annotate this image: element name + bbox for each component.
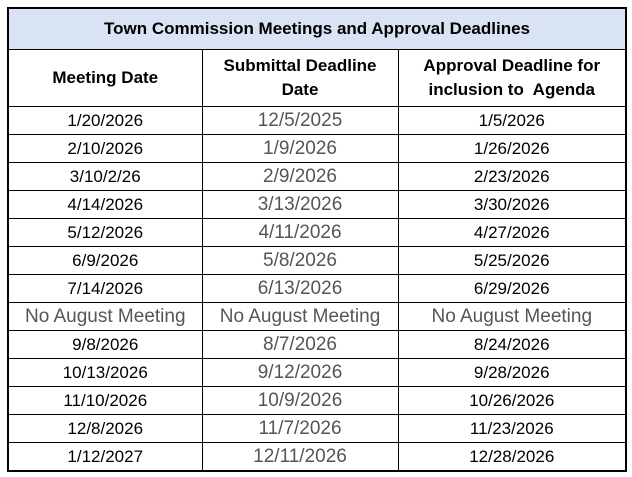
table-row: [8, 191, 626, 219]
meetings-table-sheet: [7, 7, 625, 472]
header-meeting-date: [8, 50, 202, 107]
meeting-date-cell: 1/12/2027: [8, 443, 202, 472]
submittal-deadline-cell: 4/11/2026: [202, 219, 398, 247]
header-approval-deadline-line2: inclusion to Agenda: [428, 80, 596, 99]
meeting-date-cell: 3/10/2/26: [8, 163, 202, 191]
header-submittal-deadline-line2: Date: [281, 80, 319, 99]
approval-deadline-cell: No August Meeting: [398, 303, 626, 331]
approval-deadline-cell: 6/29/2026: [398, 275, 626, 303]
approval-deadline-cell: 9/28/2026: [398, 359, 626, 387]
approval-deadline-cell: 5/25/2026: [398, 247, 626, 275]
submittal-deadline-cell: 8/7/2026: [202, 331, 398, 359]
meetings-table: [7, 7, 627, 472]
meeting-date-cell: 5/12/2026: [8, 219, 202, 247]
approval-deadline-cell: 2/23/2026: [398, 163, 626, 191]
table-row: [8, 387, 626, 415]
table-row: [8, 275, 626, 303]
meeting-date-cell: 4/14/2026: [8, 191, 202, 219]
meeting-date-cell: 12/8/2026: [8, 415, 202, 443]
table-header-row: [8, 50, 626, 107]
table-row: [8, 219, 626, 247]
submittal-deadline-cell: 2/9/2026: [202, 163, 398, 191]
table-row: [8, 135, 626, 163]
meeting-date-cell: 10/13/2026: [8, 359, 202, 387]
approval-deadline-cell: 12/28/2026: [398, 443, 626, 472]
header-approval-deadline-line1: Approval Deadline for: [423, 56, 601, 75]
table-row: [8, 107, 626, 135]
submittal-deadline-cell: 3/13/2026: [202, 191, 398, 219]
table-row: [8, 443, 626, 472]
approval-deadline-cell: 8/24/2026: [398, 331, 626, 359]
table-row: [8, 415, 626, 443]
table-row: [8, 163, 626, 191]
submittal-deadline-cell: 6/13/2026: [202, 275, 398, 303]
submittal-deadline-cell: No August Meeting: [202, 303, 398, 331]
submittal-deadline-cell: 9/12/2026: [202, 359, 398, 387]
approval-deadline-cell: 10/26/2026: [398, 387, 626, 415]
header-submittal-deadline-line1: Submittal Deadline: [223, 56, 377, 75]
submittal-deadline-cell: 12/5/2025: [202, 107, 398, 135]
meeting-date-cell: 9/8/2026: [8, 331, 202, 359]
submittal-deadline-cell: 12/11/2026: [202, 443, 398, 472]
approval-deadline-cell: 1/5/2026: [398, 107, 626, 135]
approval-deadline-cell: 11/23/2026: [398, 415, 626, 443]
header-meeting-date-label: Meeting Date: [52, 68, 159, 87]
approval-deadline-cell: 3/30/2026: [398, 191, 626, 219]
submittal-deadline-cell: 5/8/2026: [202, 247, 398, 275]
approval-deadline-cell: 4/27/2026: [398, 219, 626, 247]
table-row: [8, 247, 626, 275]
table-title: Town Commission Meetings and Approval Deadlines: [8, 8, 626, 50]
table-row: [8, 331, 626, 359]
table-row: [8, 359, 626, 387]
submittal-deadline-cell: 10/9/2026: [202, 387, 398, 415]
table-title-row: [8, 8, 626, 50]
meeting-date-cell: 1/20/2026: [8, 107, 202, 135]
table-row-no-meeting: [8, 303, 626, 331]
header-approval-deadline: [398, 50, 626, 107]
meeting-date-cell: 7/14/2026: [8, 275, 202, 303]
approval-deadline-cell: 1/26/2026: [398, 135, 626, 163]
meeting-date-cell: 2/10/2026: [8, 135, 202, 163]
meeting-date-cell: No August Meeting: [8, 303, 202, 331]
submittal-deadline-cell: 11/7/2026: [202, 415, 398, 443]
meeting-date-cell: 11/10/2026: [8, 387, 202, 415]
meeting-date-cell: 6/9/2026: [8, 247, 202, 275]
submittal-deadline-cell: 1/9/2026: [202, 135, 398, 163]
header-submittal-deadline: [202, 50, 398, 107]
